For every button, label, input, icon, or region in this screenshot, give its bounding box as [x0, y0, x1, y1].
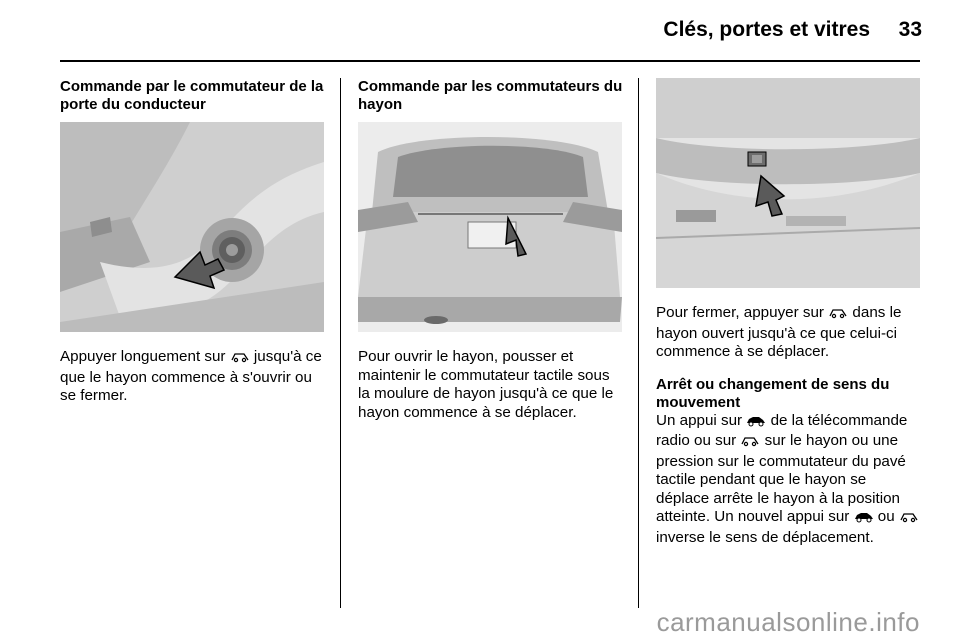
watermark: carmanualsonline.info [656, 607, 920, 637]
column-divider [340, 78, 341, 608]
tailgate-exterior-illustration [358, 122, 622, 332]
instruction-text: Pour ouvrir le hayon, pousser et maintenir le commutateur tactile sous la moulure de hayon jusqu'à ce que le hayon commence à se déplacer. [358, 348, 614, 421]
column-close-text [656, 304, 922, 547]
instruction-text [656, 412, 922, 548]
page-title: Clés, portes et vitres [663, 18, 870, 41]
column-driver-door-text [60, 348, 326, 406]
header-rule [60, 60, 920, 62]
instruction-text [60, 348, 326, 406]
text-segment: Appuyer longuement sur [60, 348, 230, 365]
column-divider [638, 78, 639, 608]
tailgate-icon [828, 306, 848, 325]
car-icon [854, 510, 874, 529]
column-tailgate-text [358, 348, 624, 422]
text-segment: sur le hayon ou une pression sur le commutateur du pavé tactile pendant que le hayon se déplace arrête le hayon à la position atteinte. Un nouvel appui sur [656, 432, 906, 525]
tailgate-icon [899, 510, 919, 529]
text-segment: jusqu'à ce que le hayon commence à s'ouvrir ou se fermer. [60, 348, 322, 404]
text-segment: Pour fermer, appuyer sur [656, 304, 829, 321]
instruction-text [656, 304, 922, 362]
section-subheading: Arrêt ou changement de sens du mouvement [656, 375, 890, 411]
column-tailgate-switch [358, 78, 624, 126]
car-icon [746, 414, 766, 433]
text-segment: de la télécommande radio ou sur [656, 411, 908, 449]
tailgate-icon [230, 350, 250, 369]
text-segment: dans le hayon ouvert jusqu'à ce que celui-ci commence à se déplacer. [656, 304, 902, 360]
section-heading: Commande par les commutateurs du hayon [358, 78, 623, 113]
driver-door-switch-illustration [60, 122, 324, 332]
tailgate-icon [740, 434, 760, 453]
section-heading: Commande par le commutateur de la porte du conducteur [60, 78, 324, 113]
text-segment: ou [873, 508, 899, 525]
tailgate-interior-illustration [656, 78, 920, 288]
text-segment: inverse le sens de déplacement. [656, 528, 874, 546]
page-number: 33 [898, 18, 922, 41]
column-driver-door-switch [60, 78, 326, 126]
text-segment: Un appui sur [656, 411, 747, 429]
